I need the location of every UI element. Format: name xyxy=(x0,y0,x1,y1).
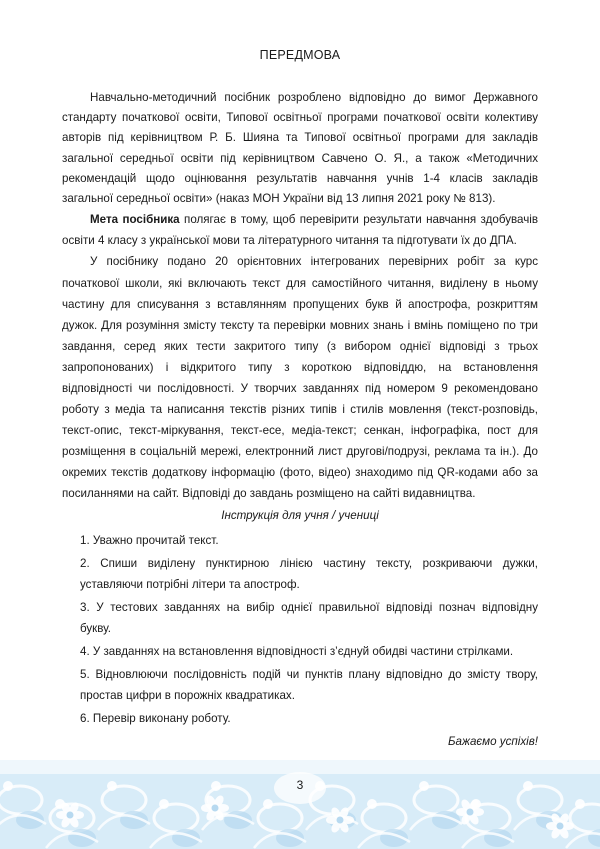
instruction-item: 3. У тестових завданнях на вибір однієї правильної відповіді познач відповідну букву. xyxy=(80,600,538,635)
intro-paragraph: Навчально-методичний посібник розроблено відповідно до вимог Державного стандарту початкової освіти, Типової освітньої програми початкової освіти колективу авторів під керівництвом Р. Б. Шияна та Типової освітньої програми для закладів загальної середньої освіти під керівництвом Савчено О. Я., а також «Методичних рекомендацій щодо оцінювання результатів навчання учнів 1-4 класів закладів загальної середньої освіти» (наказ МОН України від 13 липня 2021 року № 813). xyxy=(62,91,538,206)
instruction-item: 1. Уважно прочитай текст. xyxy=(80,533,219,547)
instruction-item: 4. У завданнях на встановлення відповідності з’єднуй обидві частини стрілками. xyxy=(80,645,514,659)
page-title: ПЕРЕДМОВА xyxy=(259,48,341,62)
instruction-item: 6. Перевір виконану роботу. xyxy=(80,712,231,726)
footer-ornament xyxy=(0,760,600,849)
goal-paragraph xyxy=(62,209,538,251)
instructions-list xyxy=(62,530,538,730)
goal-text: полягає в тому, щоб перевірити результати навчання здобувачів освіти 4 класу з української мови та літературного читання та підготувати їх до ДПА. xyxy=(62,213,538,248)
goal-label: Мета посібника xyxy=(90,213,180,227)
instruction-item: 2. Спиши виділену пунктирною лінією частину тексту, розкриваючи дужки, уставляючи потрібні літери та апостроф. xyxy=(80,556,538,591)
instructions-heading: Інструкція для учня / учениці xyxy=(221,508,379,522)
page-number: 3 xyxy=(296,778,304,792)
instruction-item: 5. Відновлюючи послідовність подій чи пунктів плану відповідно до змісту твору, простав цифри в порожніх квадратиках. xyxy=(80,668,538,703)
lace-ornament-icon xyxy=(0,760,600,849)
document-body xyxy=(62,88,538,753)
closing-wish: Бажаємо успіхів! xyxy=(448,735,538,749)
content-paragraph: У посібнику подано 20 орієнтовних інтегрованих перевірних робіт за курс початкової школи, які включають текст для самостійного читання, виділену в ньому частину для списування з вставлянням пропущених букв й апострофа, розкриттям дужок. Для розуміння змісту тексту та перевірки мовних знань і вмінь поміщено по три завдання, серед яких тести закритого типу (з вибором однієї відповіді з трьох запропонованих) і відкритого типу з короткою відповіддю, на встановлення відповідності чи послідовності. У творчих завданнях під номером 9 рекомендовано роботу з медіа та написання текстів різних типів і стилів мовлення (текст-розповідь, текст-опис, текст-міркування, текст-есе, медіа-текст; сенкан, інфографіка, пост для розміщення в соціальній мережі, електронний лист другові/подрузі, реклама та ін.). До окремих текстів додаткову інформацію (фото, відео) знаходимо під QR-кодами або за посиланнями на сайт. Відповіді до завдань розміщено на сайті видавництва. xyxy=(62,255,538,501)
